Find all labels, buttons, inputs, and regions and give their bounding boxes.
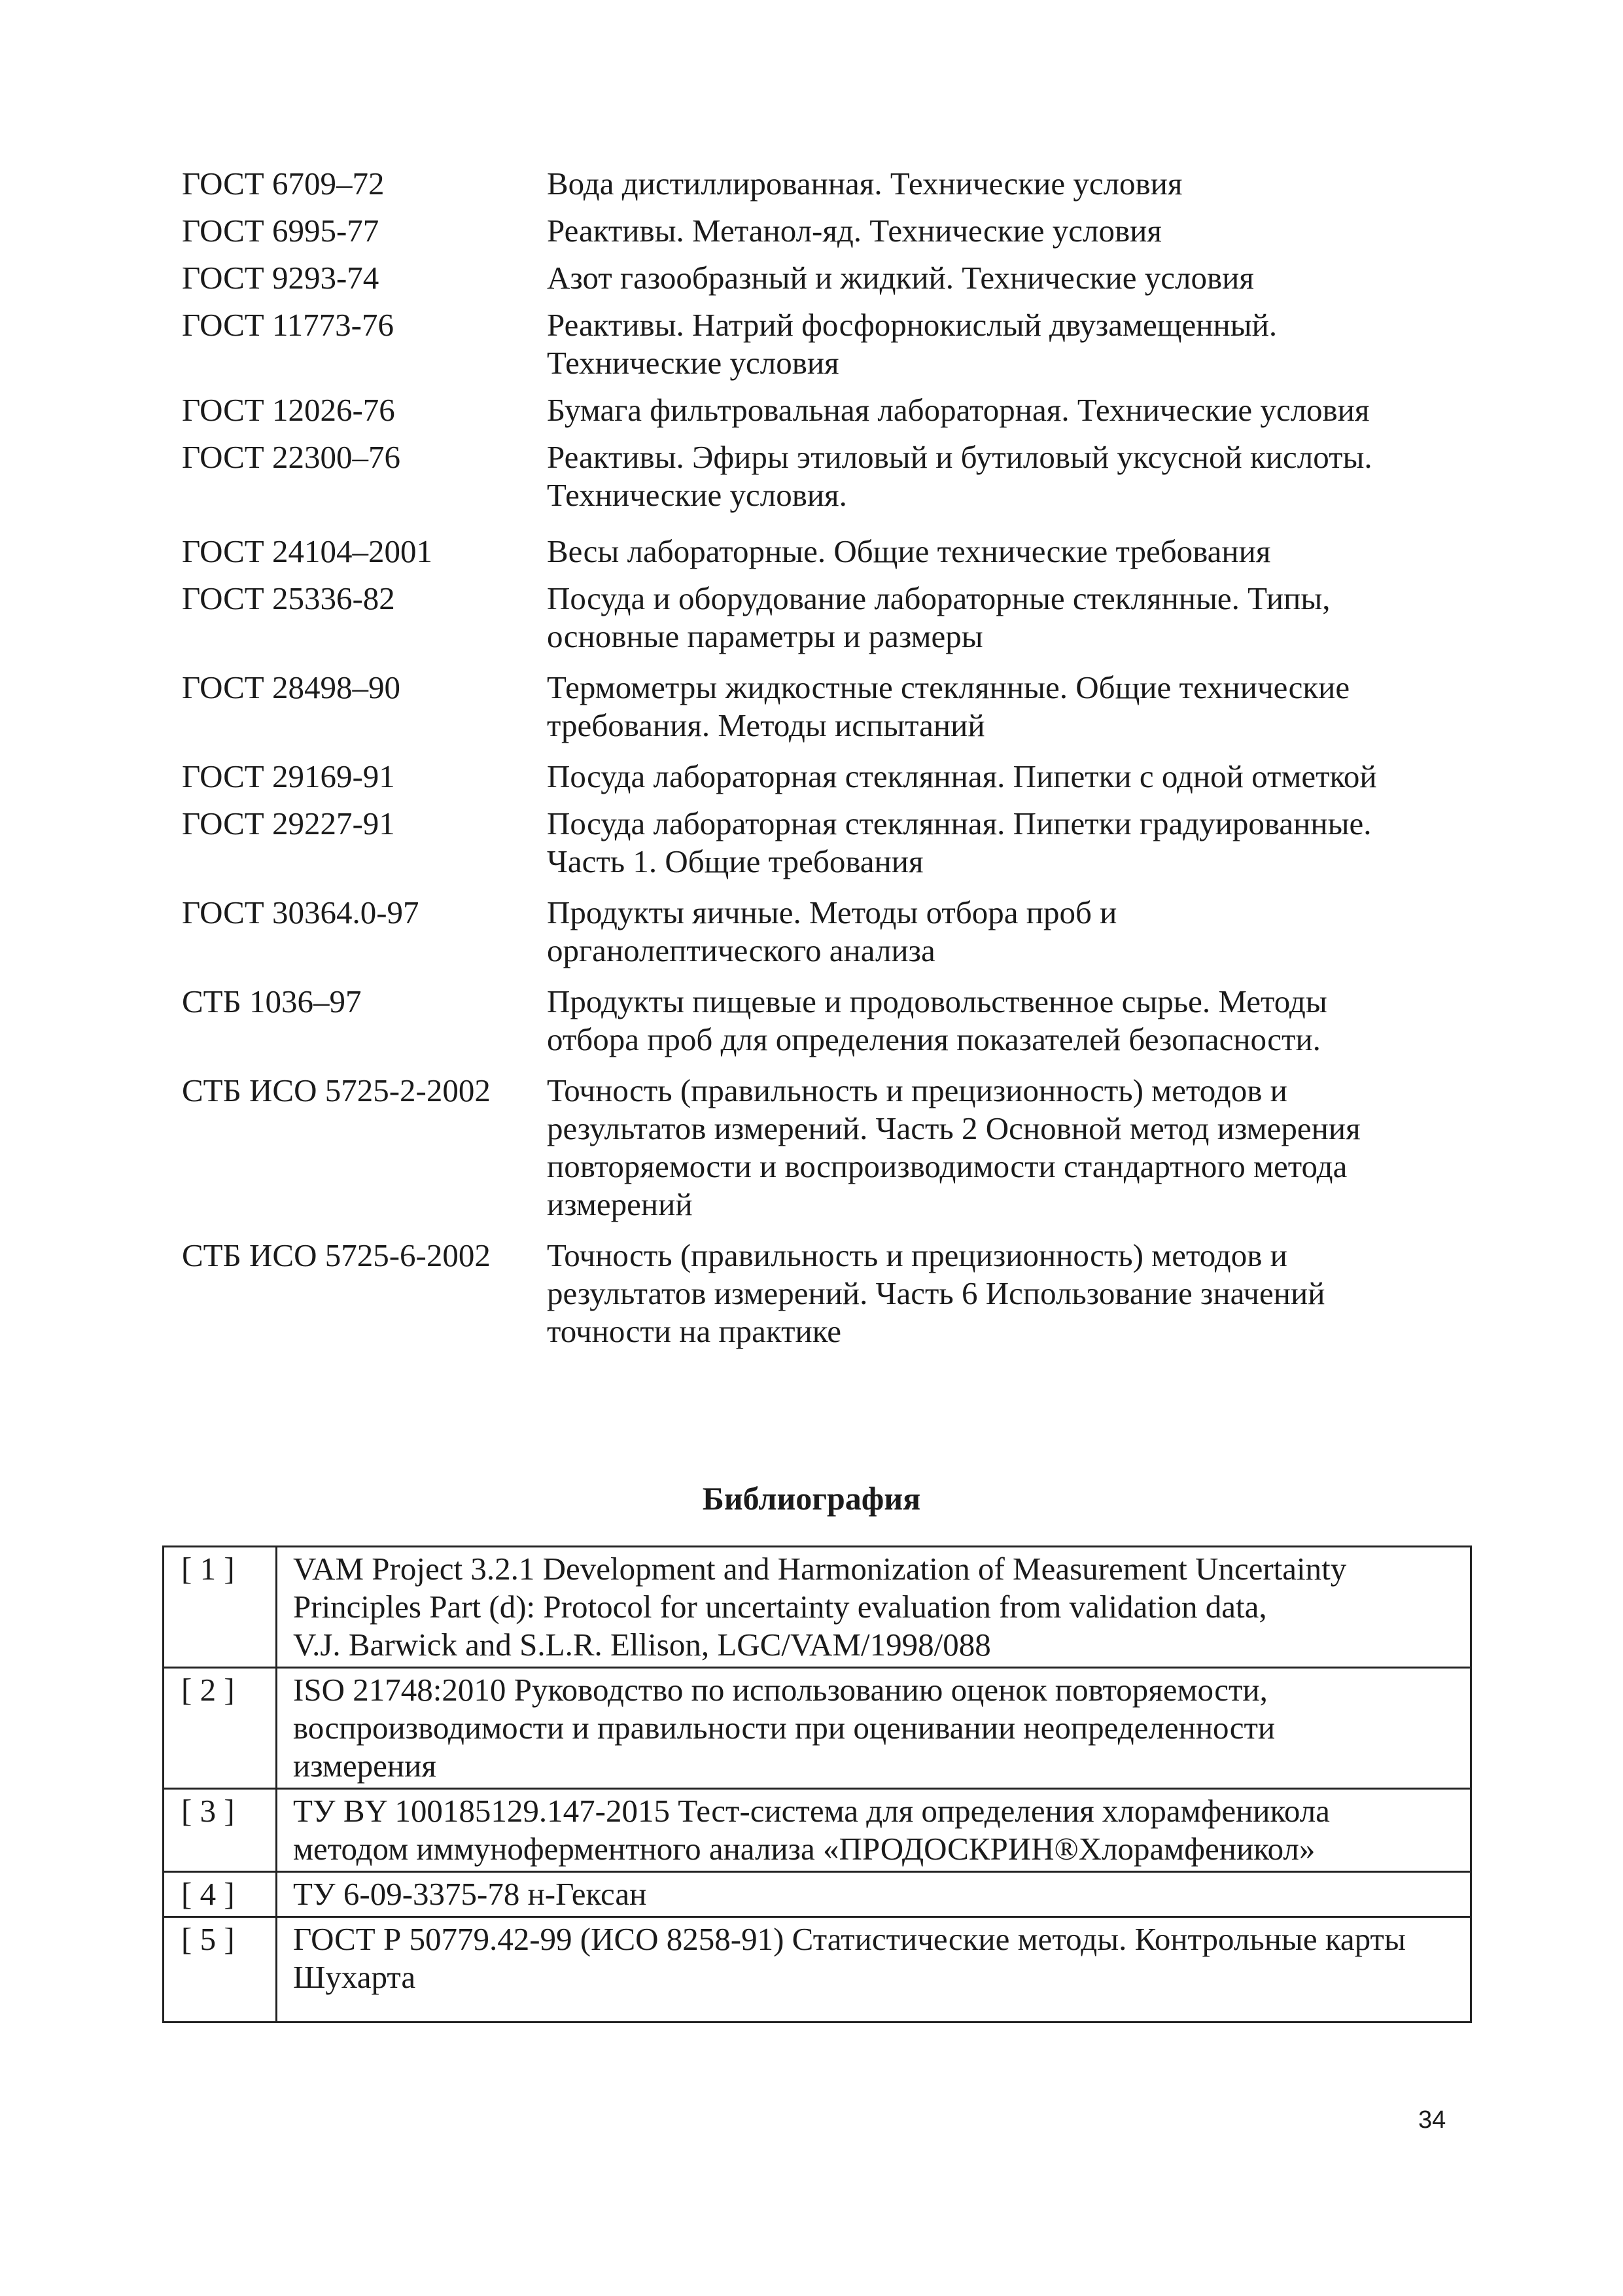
bibliography-line: ТУ BY 100185129.147-2015 Тест-система для определения хлорамфеникола (293, 1793, 1330, 1829)
normative-references-list (182, 165, 1464, 1351)
standard-title-line: Посуда и оборудование лабораторные стеклянные. Типы, (547, 580, 1331, 616)
reference-row (182, 983, 1464, 1059)
standard-title-line: Технические условия. (547, 477, 847, 513)
standard-code: ГОСТ 11773-76 (182, 307, 394, 343)
bibliography-text (277, 1917, 1471, 2022)
standard-title-line: Весы лабораторные. Общие технические требования (547, 533, 1271, 569)
bibliography-line: V.J. Barwick and S.L.R. Ellison, LGC/VAM/1998/088 (293, 1627, 991, 1663)
standard-title-line: точности на практике (547, 1313, 842, 1349)
reference-row (182, 894, 1464, 970)
bibliography-line: воспроизводимости и правильности при оценивании неопределенности (293, 1710, 1276, 1746)
standard-title-line: Вода дистиллированная. Технические условия (547, 166, 1183, 202)
bibliography-line: ТУ 6-09-3375-78 н-Гексан (293, 1876, 647, 1912)
reference-row (182, 438, 1464, 514)
standard-title (547, 533, 1464, 571)
standard-code: ГОСТ 6995-77 (182, 213, 379, 249)
bibliography-row (164, 1789, 1471, 1872)
standard-title (547, 165, 1464, 203)
standard-title (547, 306, 1464, 382)
reference-row (182, 165, 1464, 203)
bibliography-line: Шухарта (293, 1959, 416, 1995)
bibliography-line: Principles Part (d): Protocol for uncertainty evaluation from validation data, (293, 1589, 1267, 1625)
standard-code: ГОСТ 22300–76 (182, 439, 400, 475)
standard-code: ГОСТ 29227-91 (182, 805, 395, 841)
bibliography-line: методом иммуноферментного анализа «ПРОДОСКРИН®Хлорамфеникол» (293, 1831, 1316, 1867)
standard-title (547, 259, 1464, 297)
standard-code: ГОСТ 29169-91 (182, 758, 395, 794)
bibliography-line: ISO 21748:2010 Руководство по использованию оценок повторяемости, (293, 1672, 1268, 1708)
page-number: 34 (1418, 2106, 1446, 2134)
standard-title (547, 580, 1464, 656)
bibliography-number: [ 3 ] (164, 1789, 277, 1872)
bibliography-text (277, 1547, 1471, 1668)
bibliography-row (164, 1547, 1471, 1668)
standard-title-line: Азот газообразный и жидкий. Технические условия (547, 260, 1254, 296)
standard-title-line: Часть 1. Общие требования (547, 843, 924, 879)
standard-title-line: Посуда лабораторная стеклянная. Пипетки с одной отметкой (547, 758, 1377, 794)
reference-row (182, 580, 1464, 656)
bibliography-text (277, 1789, 1471, 1872)
reference-row (182, 805, 1464, 881)
standard-title (547, 212, 1464, 250)
bibliography-row (164, 1872, 1471, 1917)
bibliography-number: [ 4 ] (164, 1872, 277, 1917)
bibliography-row (164, 1917, 1471, 2022)
standard-title-line: повторяемости и воспроизводимости стандартного метода (547, 1148, 1348, 1184)
standard-title-line: измерений (547, 1186, 693, 1222)
reference-row (182, 306, 1464, 382)
standard-title-line: Бумага фильтровальная лабораторная. Технические условия (547, 392, 1370, 428)
standard-title-line: Реактивы. Метанол-яд. Технические условия (547, 213, 1162, 249)
standard-code: СТБ ИСО 5725-6-2002 (182, 1237, 491, 1273)
reference-row (182, 758, 1464, 796)
reference-row (182, 1072, 1464, 1224)
reference-row (182, 259, 1464, 297)
reference-row (182, 1237, 1464, 1351)
standard-title (547, 438, 1464, 514)
standard-title-line: основные параметры и размеры (547, 618, 983, 654)
standard-code: СТБ ИСО 5725-2-2002 (182, 1072, 491, 1108)
bibliography-number: [ 1 ] (164, 1547, 277, 1668)
standard-code: ГОСТ 25336-82 (182, 580, 395, 616)
standard-title-line: Продукты пищевые и продовольственное сырье. Методы (547, 983, 1327, 1019)
standard-title (547, 983, 1464, 1059)
reference-row (182, 669, 1464, 745)
standard-title (547, 758, 1464, 796)
reference-row (182, 212, 1464, 250)
bibliography-line: измерения (293, 1748, 436, 1784)
standard-code: ГОСТ 6709–72 (182, 166, 385, 202)
bibliography-number: [ 5 ] (164, 1917, 277, 2022)
standard-title-line: Технические условия (547, 345, 839, 381)
bibliography-table (162, 1545, 1472, 2023)
standard-title-line: органолептического анализа (547, 932, 935, 968)
standard-title (547, 805, 1464, 881)
standard-title-line: Продукты яичные. Методы отбора проб и (547, 894, 1117, 930)
standard-title (547, 391, 1464, 429)
standard-title-line: Реактивы. Эфиры этиловый и бутиловый уксусной кислоты. (547, 439, 1372, 475)
standard-title-line: результатов измерений. Часть 6 Использование значений (547, 1275, 1325, 1311)
standard-code: ГОСТ 30364.0-97 (182, 894, 419, 930)
reference-row (182, 391, 1464, 429)
bibliography-heading: Библиография (702, 1480, 921, 1517)
standard-title-line: отбора проб для определения показателей безопасности. (547, 1021, 1321, 1057)
standard-title-line: требования. Методы испытаний (547, 707, 985, 743)
standard-title-line: Точность (правильность и прецизионность) методов и (547, 1072, 1287, 1108)
standard-title-line: Точность (правильность и прецизионность) методов и (547, 1237, 1287, 1273)
bibliography-line: ГОСТ Р 50779.42-99 (ИСО 8258-91) Статистические методы. Контрольные карты (293, 1921, 1406, 1957)
bibliography-line: VAM Project 3.2.1 Development and Harmonization of Measurement Uncertainty (293, 1551, 1347, 1587)
standard-title (547, 1072, 1464, 1224)
standard-code: ГОСТ 9293-74 (182, 260, 379, 296)
standard-title-line: результатов измерений. Часть 2 Основной метод измерения (547, 1110, 1361, 1146)
bibliography-text (277, 1668, 1471, 1789)
standard-title-line: Реактивы. Натрий фосфорнокислый двузамещенный. (547, 307, 1278, 343)
reference-row (182, 533, 1464, 571)
standard-title-line: Посуда лабораторная стеклянная. Пипетки градуированные. (547, 805, 1372, 841)
standard-title (547, 669, 1464, 745)
standard-code: ГОСТ 12026-76 (182, 392, 395, 428)
bibliography-text (277, 1872, 1471, 1917)
standard-title-line: Термометры жидкостные стеклянные. Общие технические (547, 669, 1350, 705)
bibliography-row (164, 1668, 1471, 1789)
standard-title (547, 1237, 1464, 1351)
standard-title (547, 894, 1464, 970)
standard-code: ГОСТ 28498–90 (182, 669, 400, 705)
standard-code: ГОСТ 24104–2001 (182, 533, 432, 569)
bibliography-number: [ 2 ] (164, 1668, 277, 1789)
standard-code: СТБ 1036–97 (182, 983, 362, 1019)
